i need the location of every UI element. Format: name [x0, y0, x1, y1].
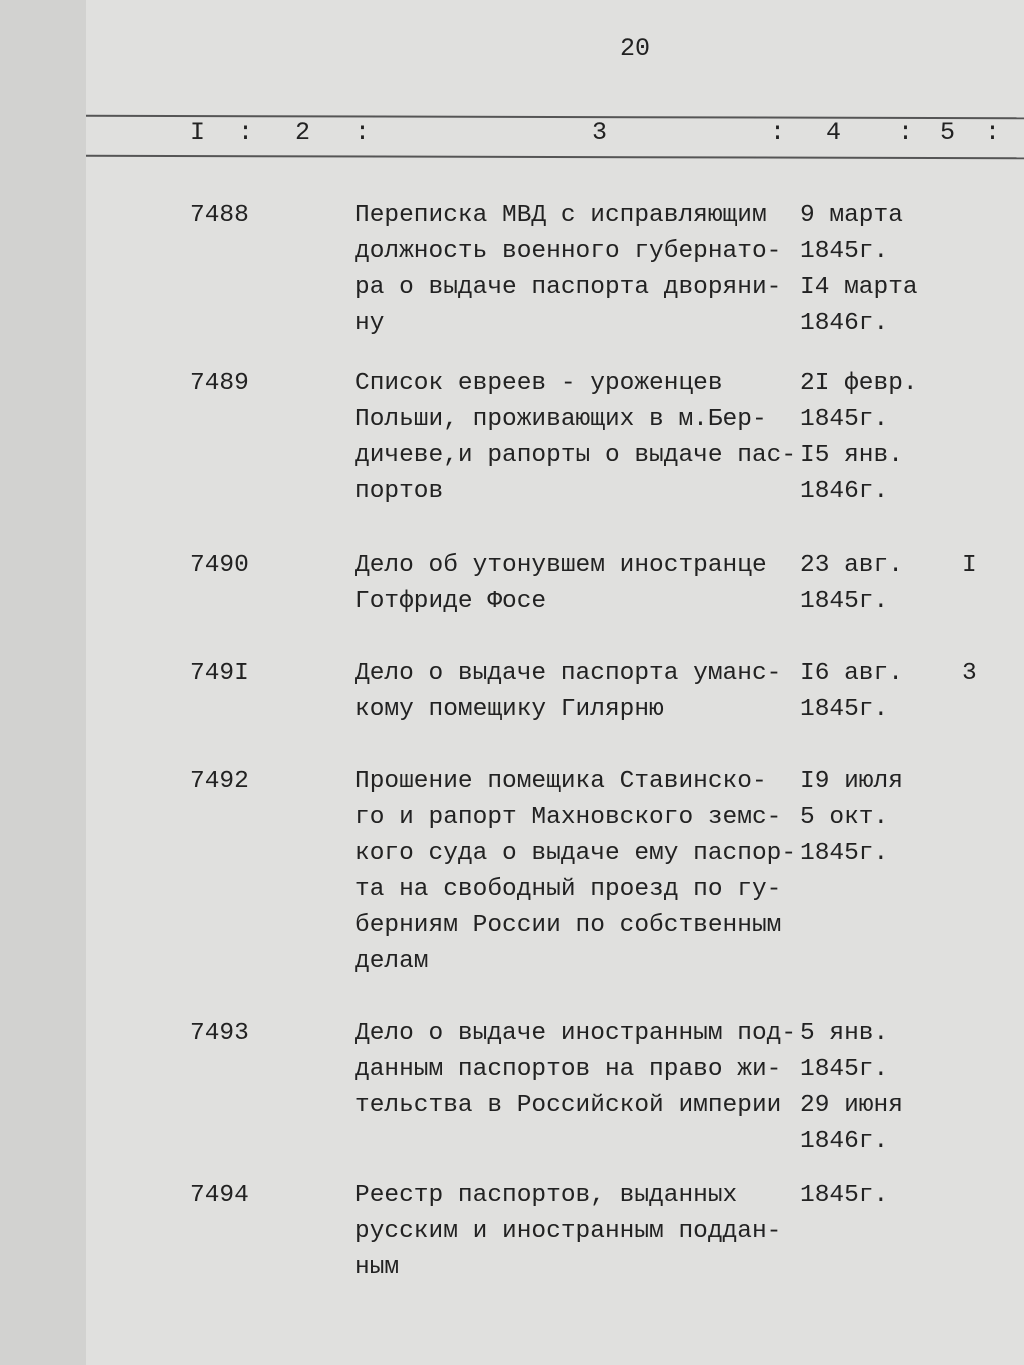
- description-line: кому помещику Гилярню: [355, 696, 664, 723]
- item-dates: [800, 656, 903, 728]
- description-line: та на свободный проезд по гу-: [355, 876, 782, 903]
- date-line: 1845г.: [800, 1056, 889, 1083]
- description-line: Готфриде Фосе: [355, 588, 547, 615]
- item-sheet-count: I: [962, 552, 977, 579]
- item-number: 7492: [190, 768, 249, 795]
- description-line: ну: [355, 310, 385, 337]
- date-line: 1845г.: [800, 406, 889, 433]
- header-sep: :: [985, 118, 1001, 147]
- item-number: 7490: [190, 552, 249, 579]
- item-description: [355, 198, 781, 342]
- header-col5: 5: [940, 118, 956, 147]
- header-col3: 3: [592, 118, 608, 147]
- date-line: I9 июля: [800, 768, 903, 795]
- description-line: данным паспортов на право жи-: [355, 1056, 782, 1083]
- description-line: портов: [355, 478, 444, 505]
- item-number: 749I: [190, 660, 249, 687]
- item-description: [355, 656, 781, 728]
- description-line: русским и иностранным поддан-: [355, 1218, 782, 1245]
- item-dates: [800, 1178, 888, 1214]
- date-line: 1845г.: [800, 238, 889, 265]
- description-line: Дело об утонувшем иностранце: [355, 552, 767, 579]
- description-line: ра о выдаче паспорта дворяни-: [355, 274, 782, 301]
- item-number: 7493: [190, 1020, 249, 1047]
- item-description: [355, 366, 796, 510]
- date-line: 1845г.: [800, 840, 889, 867]
- header-col4: 4: [826, 118, 842, 147]
- description-line: Список евреев - уроженцев: [355, 370, 723, 397]
- date-line: 9 марта: [800, 202, 903, 229]
- date-line: 1845г.: [800, 696, 889, 723]
- date-line: 5 окт.: [800, 804, 889, 831]
- item-dates: [800, 548, 903, 620]
- item-description: [355, 548, 767, 620]
- header-col2: 2: [295, 118, 311, 147]
- description-line: делам: [355, 948, 429, 975]
- binding-edge: [0, 0, 87, 1365]
- description-line: Прошение помещика Ставинско-: [355, 768, 767, 795]
- date-line: 29 июня: [800, 1092, 903, 1119]
- item-dates: [800, 366, 918, 510]
- item-description: [355, 1016, 796, 1124]
- date-line: 5 янв.: [800, 1020, 889, 1047]
- header-sep: :: [770, 118, 786, 147]
- description-line: Польши, проживающих в м.Бер-: [355, 406, 767, 433]
- description-line: тельства в Российской империи: [355, 1092, 782, 1119]
- header-col1: I: [190, 118, 206, 147]
- description-line: кого суда о выдаче ему паспор-: [355, 840, 797, 867]
- description-line: Реестр паспортов, выданных: [355, 1182, 738, 1209]
- description-line: го и рапорт Махновского земс-: [355, 804, 782, 831]
- date-line: 1846г.: [800, 1128, 889, 1155]
- item-number: 7488: [190, 202, 249, 229]
- header-sep: :: [355, 118, 371, 147]
- description-line: ным: [355, 1254, 400, 1281]
- description-line: Дело о выдаче иностранным под-: [355, 1020, 797, 1047]
- item-dates: [800, 764, 903, 872]
- description-line: берниям России по собственным: [355, 912, 782, 939]
- item-description: [355, 764, 796, 980]
- date-line: I6 авг.: [800, 660, 903, 687]
- description-line: должность военного губернато-: [355, 238, 782, 265]
- date-line: 1845г.: [800, 588, 889, 615]
- item-number: 7494: [190, 1182, 249, 1209]
- date-line: 1846г.: [800, 478, 889, 505]
- date-line: 2I февр.: [800, 370, 918, 397]
- item-description: [355, 1178, 781, 1286]
- date-line: 1846г.: [800, 310, 889, 337]
- item-dates: [800, 1016, 903, 1160]
- header-sep: :: [238, 118, 254, 147]
- date-line: 23 авг.: [800, 552, 903, 579]
- date-line: I5 янв.: [800, 442, 903, 469]
- date-line: 1845г.: [800, 1182, 889, 1209]
- header-sep: :: [898, 118, 914, 147]
- item-dates: [800, 198, 918, 342]
- description-line: Переписка МВД с исправляющим: [355, 202, 767, 229]
- description-line: Дело о выдаче паспорта уманс-: [355, 660, 782, 687]
- description-line: дичеве,и рапорты о выдаче пас-: [355, 442, 797, 469]
- item-sheet-count: 3: [962, 660, 977, 687]
- page-number: 20: [620, 34, 651, 63]
- date-line: I4 марта: [800, 274, 918, 301]
- item-number: 7489: [190, 370, 249, 397]
